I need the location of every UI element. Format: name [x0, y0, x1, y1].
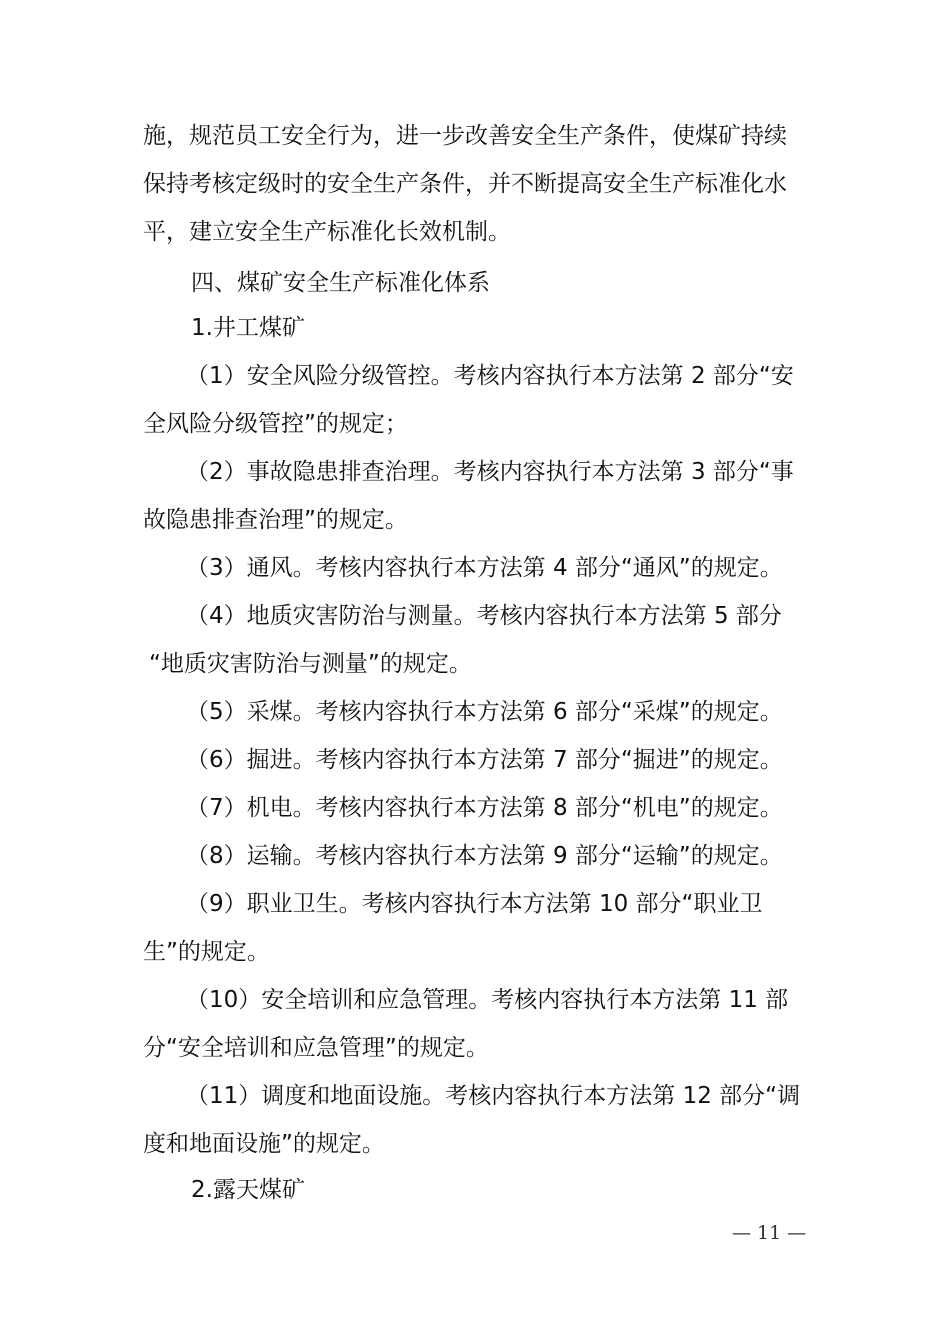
line-text: （11）调度和地面设施。考核内容执行本方法第 12 部分“调 — [186, 1083, 801, 1109]
list-item-continuation — [0, 1031, 950, 1065]
list-item-continuation — [0, 647, 950, 681]
list-item — [0, 743, 950, 777]
line-text: 度和地面设施”的规定。 — [143, 1131, 385, 1157]
line-text: 平，建立安全生产标准化长效机制。 — [143, 219, 511, 245]
list-item-continuation — [0, 935, 950, 969]
body-line — [0, 167, 950, 201]
body-line — [0, 215, 950, 249]
line-text: 故隐患排查治理”的规定。 — [143, 507, 408, 533]
line-text: （2）事故隐患排查治理。考核内容执行本方法第 3 部分“事 — [186, 459, 794, 485]
list-item — [0, 695, 950, 729]
line-text: （8）运输。考核内容执行本方法第 9 部分“运输”的规定。 — [186, 843, 783, 869]
line-text: 施，规范员工安全行为，进一步改善安全生产条件，使煤矿持续 — [143, 123, 787, 149]
line-text: （9）职业卫生。考核内容执行本方法第 10 部分“职业卫 — [186, 891, 763, 917]
list-item-continuation — [0, 503, 950, 537]
list-item-continuation — [0, 1127, 950, 1161]
line-text: “地质灾害防治与测量”的规定。 — [149, 651, 472, 677]
list-item — [0, 359, 950, 393]
line-text: （7）机电。考核内容执行本方法第 8 部分“机电”的规定。 — [186, 795, 783, 821]
body-line — [0, 119, 950, 153]
line-text: （3）通风。考核内容执行本方法第 4 部分“通风”的规定。 — [186, 555, 783, 581]
list-item — [0, 599, 950, 633]
section-heading-text: 四、煤矿安全生产标准化体系 — [191, 270, 490, 296]
list-item — [0, 791, 950, 825]
list-item — [0, 455, 950, 489]
subsection-heading-text: 2.露天煤矿 — [191, 1177, 305, 1203]
line-text: 生”的规定。 — [143, 939, 270, 965]
list-item-continuation — [0, 407, 950, 441]
subsection-heading — [0, 1173, 950, 1207]
list-item — [0, 887, 950, 921]
list-item — [0, 839, 950, 873]
line-text: （1）安全风险分级管控。考核内容执行本方法第 2 部分“安 — [186, 363, 794, 389]
line-text: （10）安全培训和应急管理。考核内容执行本方法第 11 部 — [186, 987, 789, 1013]
line-text: 分“安全培训和应急管理”的规定。 — [143, 1035, 489, 1061]
list-item — [0, 983, 950, 1017]
line-text: （6）掘进。考核内容执行本方法第 7 部分“掘进”的规定。 — [186, 747, 783, 773]
subsection-heading-text: 1.井工煤矿 — [191, 315, 305, 341]
list-item — [0, 1079, 950, 1113]
section-heading — [0, 266, 950, 300]
page-number: — 11 — — [732, 1222, 807, 1244]
line-text: （5）采煤。考核内容执行本方法第 6 部分“采煤”的规定。 — [186, 699, 783, 725]
list-item — [0, 551, 950, 585]
line-text: 全风险分级管控”的规定； — [143, 411, 408, 437]
line-text: （4）地质灾害防治与测量。考核内容执行本方法第 5 部分 — [186, 603, 782, 629]
subsection-heading — [0, 311, 950, 345]
line-text: 保持考核定级时的安全生产条件，并不断提高安全生产标准化水 — [143, 171, 787, 197]
